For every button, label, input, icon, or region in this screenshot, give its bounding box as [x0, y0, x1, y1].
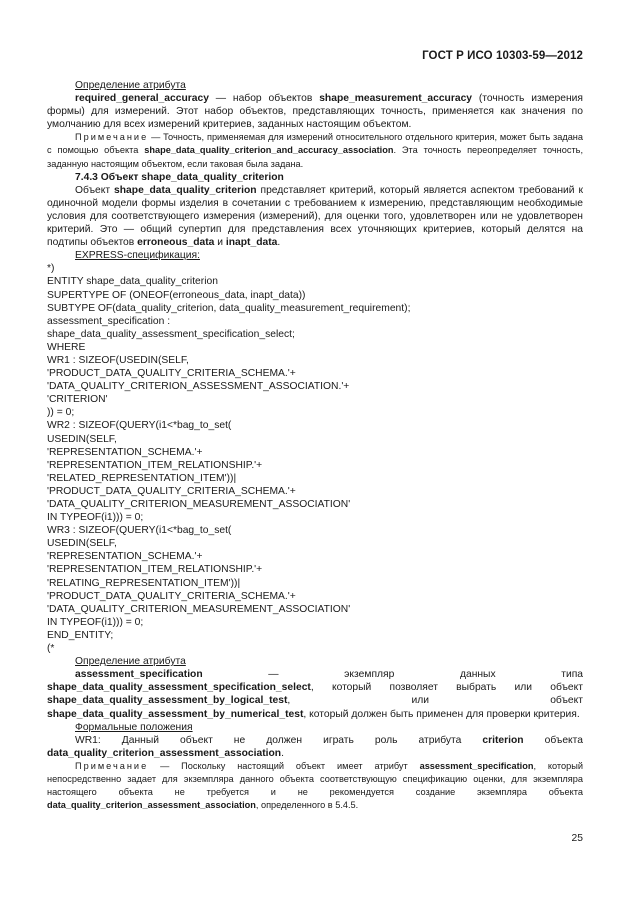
note-label: Примечание: [75, 132, 149, 143]
express-code-line: USEDIN(SELF,: [47, 538, 117, 550]
express-code-line: 'PRODUCT_DATA_QUALITY_CRITERIA_SCHEMA.'+: [47, 485, 296, 497]
express-code-line: )) = 0;: [47, 407, 75, 419]
express-code-line: 'REPRESENTATION_ITEM_RELATIONSHIP.'+: [47, 564, 263, 576]
express-code-line: IN TYPEOF(i1))) = 0;: [47, 512, 144, 524]
formal-provisions-heading: Формальные положения: [75, 721, 193, 733]
express-code-line: SUPERTYPE OF (ONEOF(erroneous_data, inapt_data)): [47, 289, 306, 301]
attribute-definition-text-2: assessment_specification — экземпляр данных типа shape_data_quality_assessment_specification_select, который позволяет выбрать или объект shape_data_quality_assessment_by_logical_test, или объект shape_data_quality_assessment_by_numerical_test, который должен быть применен для проверки критерия.: [47, 669, 583, 720]
section-text: Объект shape_data_quality_criterion представляет критерий, который является аспектом требований к одиночной модели формы изделия в сочетании с требованием к измерению, представляющим необходимые условия для соответствующего измерения (измерений), для оценки того, удовлетворен или не удовлетворен критерий. Это — общий супертип для представления всех уточняющих критериев, который делятся на подтипы объектов erroneous_data и inapt_data.: [47, 184, 583, 249]
express-code-line: *): [47, 263, 55, 275]
attribute-definition-heading-2: Определение атрибута: [75, 656, 186, 668]
express-code-line: 'CRITERION': [47, 394, 108, 406]
express-code-line: ENTITY shape_data_quality_criterion: [47, 276, 218, 288]
express-code-line: shape_data_quality_assessment_specification_select;: [47, 328, 295, 340]
express-code-line: 'PRODUCT_DATA_QUALITY_CRITERIA_SCHEMA.'+: [47, 590, 296, 602]
express-code-line: END_ENTITY;: [47, 629, 114, 641]
express-code-line: USEDIN(SELF,: [47, 433, 117, 445]
express-code-line: 'REPRESENTATION_SCHEMA.'+: [47, 446, 203, 458]
express-code-line: 'PRODUCT_DATA_QUALITY_CRITERIA_SCHEMA.'+: [47, 368, 296, 380]
express-code-line: 'RELATING_REPRESENTATION_ITEM'))|: [47, 577, 241, 589]
section-heading: 7.4.3 Объект shape_data_quality_criterion: [75, 171, 284, 183]
attribute-definition-heading: Определение атрибута: [75, 80, 186, 91]
attribute-term: required_general_accuracy: [75, 93, 209, 105]
express-code-line: 'REPRESENTATION_SCHEMA.'+: [47, 551, 203, 563]
formal-provisions-text: WR1: Данный объект не должен играть роль атрибута criterion объекта data_quality_criterion_assessment_association.: [47, 734, 583, 759]
express-code-line: WHERE: [47, 341, 86, 353]
express-code-line: WR2 : SIZEOF(QUERY(i1<*bag_to_set(: [47, 420, 232, 432]
express-spec-label: EXPRESS-спецификация:: [75, 250, 200, 262]
express-code-line: 'REPRESENTATION_ITEM_RELATIONSHIP.'+: [47, 459, 263, 471]
note-accuracy: Примечание — Точность, применяемая для измерений относительного отдельного критерия, может быть задана с помощью объекта shape_data_quality_criterion_and_accuracy_association. Эта точность переопределяет точность, заданную настоящим объектом, если таковая была задана.: [47, 132, 583, 169]
note-label-2: Примечание: [75, 760, 149, 771]
express-code-line: SUBTYPE OF(data_quality_criterion, data_quality_measurement_requirement);: [47, 302, 411, 314]
attribute-definition-text: required_general_accuracy — набор объектов shape_measurement_accuracy (точность измерения формы) для измерений. Этот набор объектов, представляющих точность, применяется как значения по умолчанию для всех измерений критериев, заданных настоящим объектом.: [47, 93, 583, 131]
express-code-line: assessment_specification :: [47, 315, 171, 327]
note-assessment: Примечание — Поскольку настоящий объект имеет атрибут assessment_specification, который непосредственно задает для экземпляра данного объекта соответствующую спецификацию оценки, для экземпляра настоящего объекта не требуется и не рекомендуется создание экземпляра объекта data_quality_criterion_assessment_association, определенного в 5.4.5.: [47, 760, 583, 811]
express-code-line: WR1 : SIZEOF(USEDIN(SELF,: [47, 354, 189, 366]
page-number: 25: [571, 833, 583, 844]
express-code-line: 'DATA_QUALITY_CRITERION_MEASUREMENT_ASSOCIATION': [47, 603, 351, 615]
express-code-line: 'DATA_QUALITY_CRITERION_ASSESSMENT_ASSOCIATION.'+: [47, 381, 350, 393]
page-content: [47, 79, 583, 812]
express-code-line: WR3 : SIZEOF(QUERY(i1<*bag_to_set(: [47, 525, 232, 537]
express-code-line: 'RELATED_REPRESENTATION_ITEM'))|: [47, 472, 237, 484]
page-header: ГОСТ Р ИСО 10303-59—2012: [422, 50, 583, 62]
express-code-line: (*: [47, 643, 55, 655]
express-code-block: [47, 262, 583, 655]
express-code-line: 'DATA_QUALITY_CRITERION_MEASUREMENT_ASSOCIATION': [47, 499, 351, 510]
express-code-line: IN TYPEOF(i1))) = 0;: [47, 616, 144, 628]
